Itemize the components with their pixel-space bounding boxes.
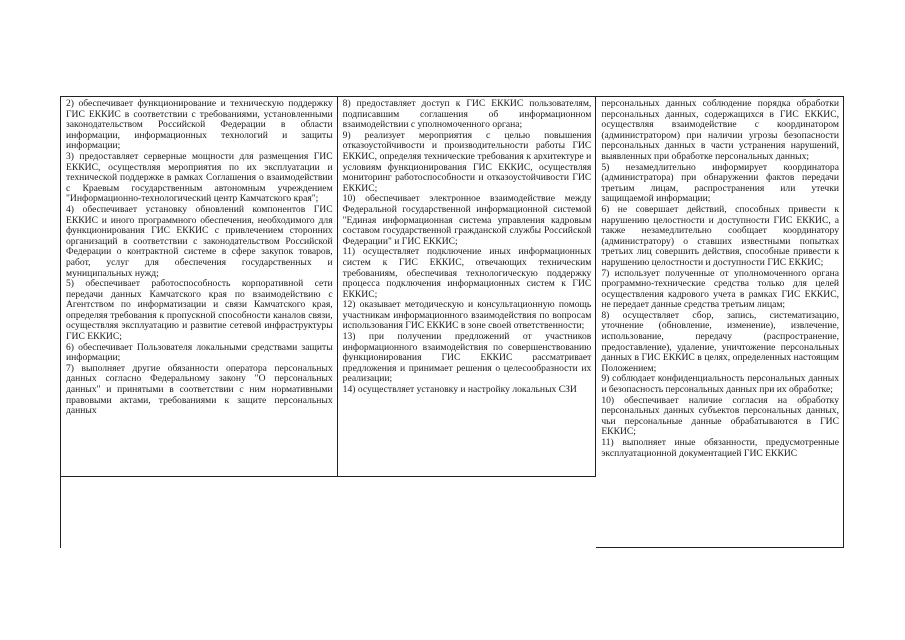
paragraph-item: 10) обеспечивает электронное взаимодействие между Федеральной государственной информационной системой "Единая информационная система управления кадровым составом государственной гражданской службы Российской Федерации" и ГИС ЕККИС; <box>342 193 592 247</box>
paragraph-item: 4) обеспечивает установку обновлений компонентов ГИС ЕККИС и иного программного обеспечения, необходимого для функционирования ГИС ЕККИС с привлечением сторонних организаций в соответствии с законодательством Российской Федерации о контрактной системе в сфере закупок товаров, работ, услуг для обеспечения государственных и муниципальных нужд; <box>66 203 333 279</box>
paragraph-item: 6) не совершает действий, способных привести к нарушению целостности и доступности ГИС ЕККИС, а также незамедлительно сообщает координатору (администратору) о ставших известными попытках третьих лиц совершить действия, способные привести к нарушению целостности и доступности ГИС ЕККИС; <box>601 203 839 268</box>
paragraph-item: 11) осуществляет подключение иных информационных систем к ГИС ЕККИС, отвечающих техническим требованиям, обеспечивая технологическую поддержку процесса подключения информационных систем к ГИС ЕККИС; <box>342 246 592 300</box>
paragraph-item: 6) обеспечивает Пользователя локальными средствами защиты информации; <box>66 341 333 364</box>
document-table <box>60 96 844 548</box>
paragraph-item: 7) выполняет другие обязанности оператора персональных данных согласно Федеральному закону "О персональных данных" и принятыми в соответствии с ним нормативными правовыми актами, требованиями к защите персональных данных <box>66 362 333 417</box>
paragraph-item: 12) оказывает методическую и консультационную помощь участникам информационного взаимодействия по вопросам использования ГИС ЕККИС в зоне своей ответственности; <box>342 299 592 332</box>
table-column-middle <box>338 97 597 477</box>
paragraph-item: 2) обеспечивает функционирование и техническую поддержку ГИС ЕККИС в соответствии с требованиями, установленными законодательством Российской Федерации в области информации, информационных технологий и защиты информации; <box>66 98 333 152</box>
paragraph-item: 10) обеспечивает наличие согласия на обработку персональных данных субъектов персональных данных, чьи персональные данные обрабатываются в ГИС ЕККИС; <box>601 394 839 438</box>
paragraph-item: 8) предоставляет доступ к ГИС ЕККИС пользователям, подписавшим соглашения об информационном взаимодействии с уполномоченного органа; <box>342 98 592 131</box>
table-column-right <box>596 97 844 548</box>
paragraph-item: 7) использует полученные от уполномоченного органа программно-технические средства только для целей осуществления кадрового учета в рамках ГИС ЕККИС, не передает данные средства третьим лицам; <box>601 267 839 311</box>
paragraph-item: 5) незамедлительно информирует координатора (администратора) при обнаружении фактов передачи третьим лицам, распространения или утечки защищаемой информации; <box>601 161 839 205</box>
paragraph-item: 9) реализует мероприятия с целью повышения отказоустойчивости и производительности работы ГИС ЕККИС, определяя технические требования к архитектуре и условиям функционирования ГИС ЕККИС, осуществляя мониторинг работоспособности и отказоустойчивости ГИС ЕККИС; <box>342 129 592 194</box>
paragraph-item: 13) при получении предложений от участников информационного взаимодействия по совершенствованию функционирования ГИС ЕККИС рассматривает предложения и принимает решения о целесообразности их реализации; <box>342 331 592 385</box>
table-column-left <box>61 97 338 477</box>
paragraph-item: 5) обеспечивает работоспособность корпоративной сети передачи данных Камчатского края по взаимодействию с Агентством по информатизации и связи Камчатского края, определяя требования к пропускной способности каналов связи, осуществляя эксплуатацию и развитие сетевой инфраструктуры ГИС ЕККИС; <box>66 278 333 343</box>
paragraph-item: 11) выполняет иные обязанности, предусмотренные эксплуатационной документацией ГИС ЕККИС <box>601 437 839 459</box>
paragraph-item: 14) осуществляет установку и настройку локальных СЗИ <box>342 384 577 396</box>
paragraph-item: 3) предоставляет серверные мощности для размещения ГИС ЕККИС, осуществляя мероприятия по их эксплуатации и технической поддержке в рамках Соглашения о взаимодействии с Краевым государственным автономным учреждением "Информационно-технологический центр Камчатского края"; <box>66 150 333 205</box>
paragraph-item: 8) осуществляет сбор, запись, систематизацию, уточнение (обновление, изменение), извлечение, использование, передачу (распространение, предоставление), удаление, уничтожение персональных данных в ГИС ЕККИС в целях, определенных настоящим Положением; <box>601 309 839 374</box>
paragraph-item: 9) соблюдает конфиденциальность персональных данных и безопасность персональных данных при их обработке; <box>601 373 839 396</box>
paragraph-item: персональных данных соблюдение порядка обработки персональных данных, содержащихся в ГИС ЕККИС, осуществляя взаимодействие с координатором (администратором) при наличии угрозы безопасности персональных данных в части устранения нарушений, выявленных при обработке персональных данных; <box>601 98 839 162</box>
